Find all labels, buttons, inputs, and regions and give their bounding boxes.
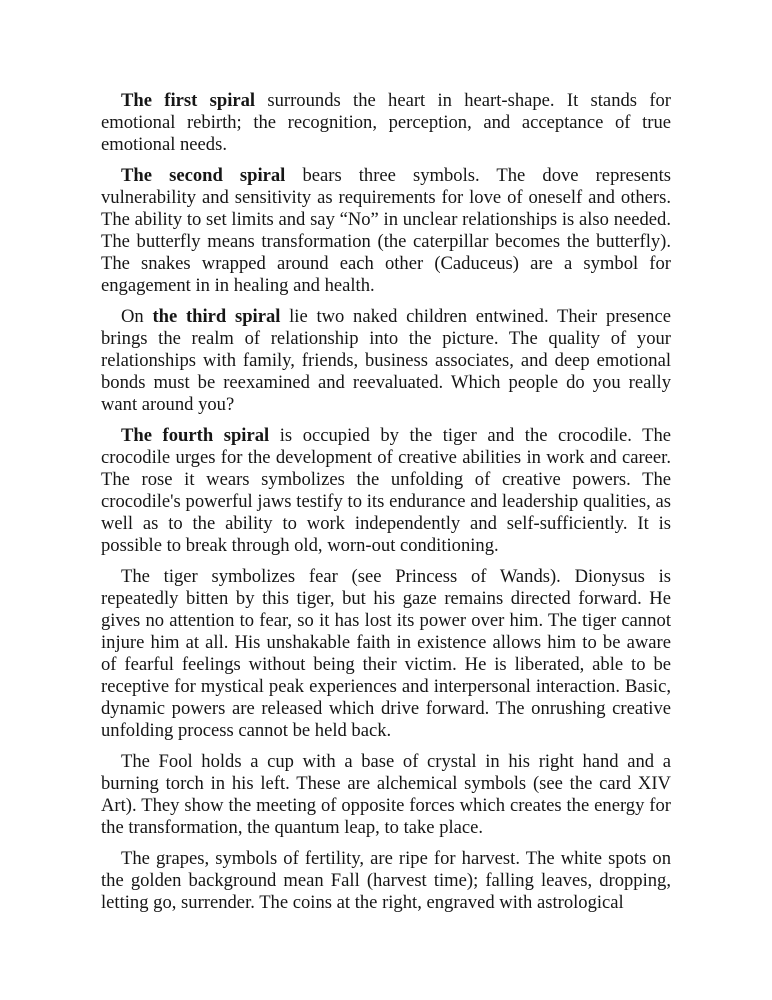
- paragraph-fool-cup: [101, 751, 671, 839]
- paragraph-body-text: surrounds the heart in heart-shape. It stands for emotional rebirth; the recognition, perception, and acceptance of true emotional needs.: [101, 90, 671, 155]
- paragraph-second-spiral: [101, 165, 671, 297]
- paragraph-lead-text: The Fool holds a cup with a base of crystal in his right hand and a burning torch in his left. These are alchemical symbols (see the card XIV Art). They show the meeting of opposite forces which creates the energy for the transformation, the quantum leap, to take place.: [101, 751, 671, 838]
- document-page: [101, 90, 671, 923]
- paragraph-bold-term: The fourth spiral: [121, 425, 270, 446]
- paragraph-body-text: lie two naked children entwined. Their presence brings the realm of relationship into the picture. The quality of your relationships with family, friends, business associates, and deep emotional bonds must be reexamined and reevaluated. Which people do you really want around you?: [101, 306, 671, 415]
- paragraph-body-text: is occupied by the tiger and the crocodile. The crocodile urges for the development of creative abilities in work and career. The rose it wears symbolizes the unfolding of creative powers. The crocodile's powerful jaws testify to its endurance and leadership qualities, as well as to the ability to work independently and self-sufficiently. It is possible to break through old, worn-out conditioning.: [101, 425, 672, 556]
- paragraph-bold-term: The second spiral: [121, 165, 286, 186]
- paragraph-body-text: bears three symbols. The dove represents vulnerability and sensitivity as requirements for love of oneself and others. The ability to set limits and say “No” in unclear relationships is also needed. The butterfly means transformation (the caterpillar becomes the butterfly). The snakes wrapped around each other (Caduceus) are a symbol for engagement in in healing and health.: [101, 165, 671, 296]
- paragraph-bold-term: The first spiral: [121, 90, 256, 111]
- paragraph-grapes: [101, 848, 671, 914]
- paragraph-lead-text: The grapes, symbols of fertility, are ripe for harvest. The white spots on the golden background mean Fall (harvest time); falling leaves, dropping, letting go, surrender. The coins at the right, engraved with astrological: [101, 848, 671, 913]
- paragraph-fourth-spiral: [101, 425, 671, 557]
- paragraph-bold-term: the third spiral: [152, 306, 281, 327]
- paragraph-third-spiral: [101, 306, 671, 416]
- paragraph-lead-text: On: [121, 306, 153, 327]
- paragraph-first-spiral: [101, 90, 671, 156]
- paragraph-lead-text: The tiger symbolizes fear (see Princess of Wands). Dionysus is repeatedly bitten by this tiger, but his gaze remains directed forward. He gives no attention to fear, so it has lost its power over him. The tiger cannot injure him at all. His unshakable faith in existence allows him to be aware of fearful feelings without being their victim. He is liberated, able to be receptive for mystical peak experiences and interpersonal interaction. Basic, dynamic powers are released which drive forward. The onrushing creative unfolding process cannot be held back.: [101, 566, 671, 741]
- paragraph-tiger: [101, 566, 671, 742]
